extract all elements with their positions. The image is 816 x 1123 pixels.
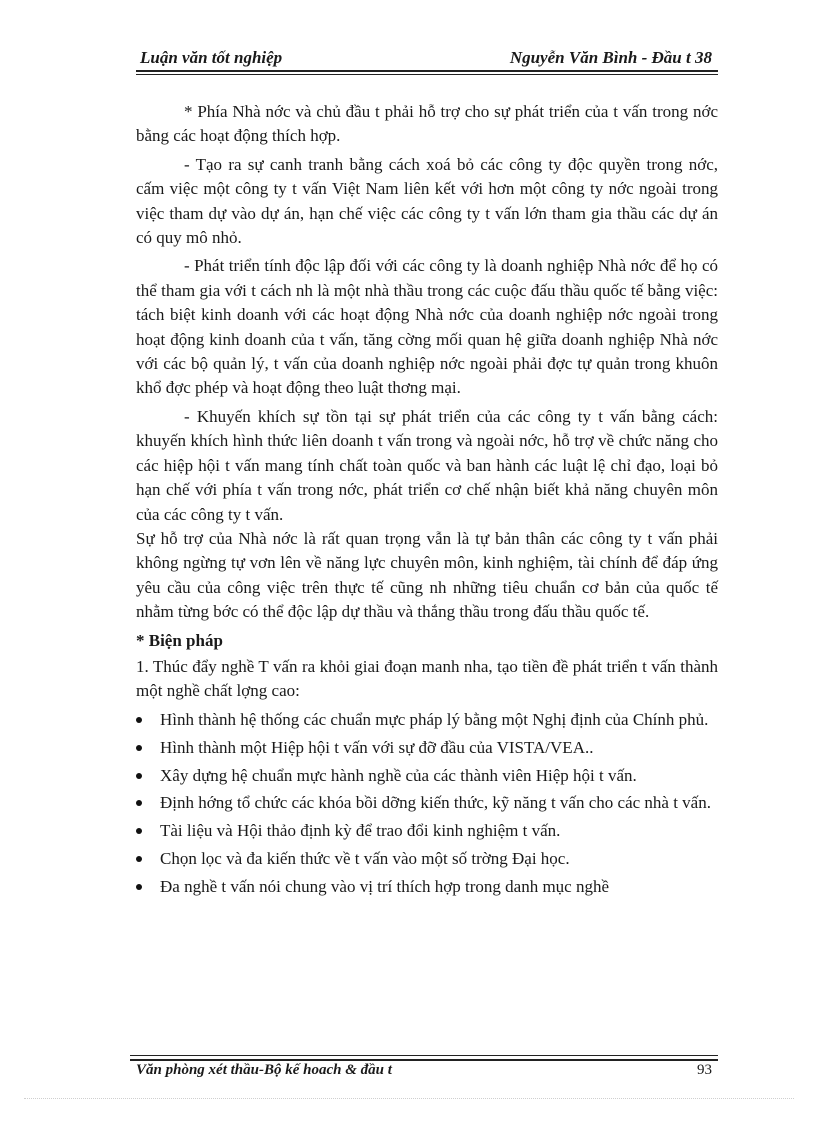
footer-rule	[130, 1059, 718, 1061]
list-item-text: Hình thành một Hiệp hội t vấn với sự đỡ đầu của VISTA/VEA..	[160, 737, 594, 757]
paragraph-4: - Khuyến khích sự tồn tại sự phát triển của các công ty t vấn bằng cách: khuyến khích hình thức liên doanh t vấn trong và ngoài nớc, hỗ trợ về chức năng cho các hiệp hội t vấn mang tính chất toàn quốc và ban hành các luật lệ chỉ đạo, loại bỏ hạn chế với phía t vấn trong nớc, phát triển cơ chế nhận biết khả năng chuyên môn của các công ty t vấn.	[136, 406, 718, 524]
list-item-text: Tài liệu và Hội thảo định kỳ để trao đổi kinh nghiệm t vấn.	[160, 821, 561, 841]
header-rule-thin	[136, 74, 718, 75]
paragraph-1: * Phía Nhà nớc và chủ đầu t phải hỗ trợ cho sự phát triển của t vấn trong nớc bằng các hoạt động thích hợp.	[136, 102, 718, 146]
bullet-icon	[136, 745, 142, 751]
list-item-text: Định hớng tổ chức các khóa bồi dỡng kiến thức, kỹ năng t vấn cho các nhà t vấn.	[160, 793, 711, 813]
paragraph-3: - Phát triển tính độc lập đối với các công ty là doanh nghiệp Nhà nớc để họ có thể tham gia với t cách nh là một nhà thầu trong các cuộc đấu thầu quốc tế bằng việc: tách biệt kinh doanh với các hoạt động Nhà nớc của doanh nghiệp nớc ngoài trong hoạt động kinh doanh của t vấn, tăng cờng mối quan hệ giữa doanh nghiệp Nhà nớc với các bộ quản lý, t vấn của doanh nghiệp nớc ngoài phải đợc tự quản trong khuôn khổ đợc phép và hoạt động theo luật thơng mại.	[136, 256, 718, 398]
numbered-item-1: 1. Thúc đẩy nghề T vấn ra khỏi giai đoạn manh nha, tạo tiền đề phát triển t vấn thành một nghề chất lợng cao:	[136, 656, 718, 701]
section-title: * Biện pháp	[136, 630, 223, 650]
list-item	[136, 847, 718, 871]
header-title: Luận văn tốt nghiệp	[140, 48, 283, 67]
page-header	[136, 48, 718, 70]
page-number: 93	[697, 1062, 712, 1078]
list-item	[136, 819, 718, 843]
header-author-page: Nguyễn Văn Bình - Đầu t 38	[509, 48, 712, 67]
footer-rule-thin	[130, 1055, 718, 1056]
list-item	[136, 764, 718, 788]
list-item	[136, 708, 718, 732]
bullet-icon	[136, 800, 142, 806]
header-rule	[136, 70, 718, 72]
list-item-text: Hình thành hệ thống các chuẩn mực pháp lý bằng một Nghị định của Chính phủ.	[160, 709, 709, 729]
footer-office: Văn phòng xét thầu-Bộ kế hoach & đầu t	[136, 1062, 392, 1078]
paragraph-5: Sự hỗ trợ của Nhà nớc là rất quan trọng vẫn là tự bản thân các công ty t vấn phải không ngừng tự vơn lên về năng lực chuyên môn, kinh nghiệm, tài chính để đáp ứng yêu cầu của công việc trên thực tế cũng nh những tiêu chuẩn cơ bản của quốc tế nhằm từng bớc có thể độc lập dự thầu và thắng thầu trong đấu thầu quốc tế.	[136, 528, 718, 622]
list-item	[136, 736, 718, 760]
list-item	[136, 791, 718, 815]
list-item-text: Xây dựng hệ chuẩn mực hành nghề của các thành viên Hiệp hội t vấn.	[160, 765, 637, 785]
bullet-icon	[136, 828, 142, 834]
document-body	[136, 100, 718, 903]
list-item-text: Chọn lọc và đa kiến thức về t vấn vào một số trờng Đại học.	[160, 849, 570, 869]
list-item-text: Đa nghề t vấn nói chung vào vị trí thích hợp trong danh mục nghề	[160, 877, 610, 897]
page-edge-dotted-line	[24, 1098, 794, 1099]
list-item	[136, 875, 718, 899]
bullet-icon	[136, 773, 142, 779]
bullet-icon	[136, 856, 142, 862]
paragraph-2: - Tạo ra sự canh tranh bằng cách xoá bỏ các công ty độc quyền trong nớc, cấm việc một công ty t vấn Việt Nam liên kết với hơn một công ty nớc ngoài trong việc tham dự vào dự án, hạn chế việc các công ty t vấn lớn tham gia thầu các dự án có quy mô nhỏ.	[136, 154, 718, 248]
bullet-icon	[136, 717, 142, 723]
bullet-icon	[136, 884, 142, 890]
bullet-list	[136, 708, 718, 900]
